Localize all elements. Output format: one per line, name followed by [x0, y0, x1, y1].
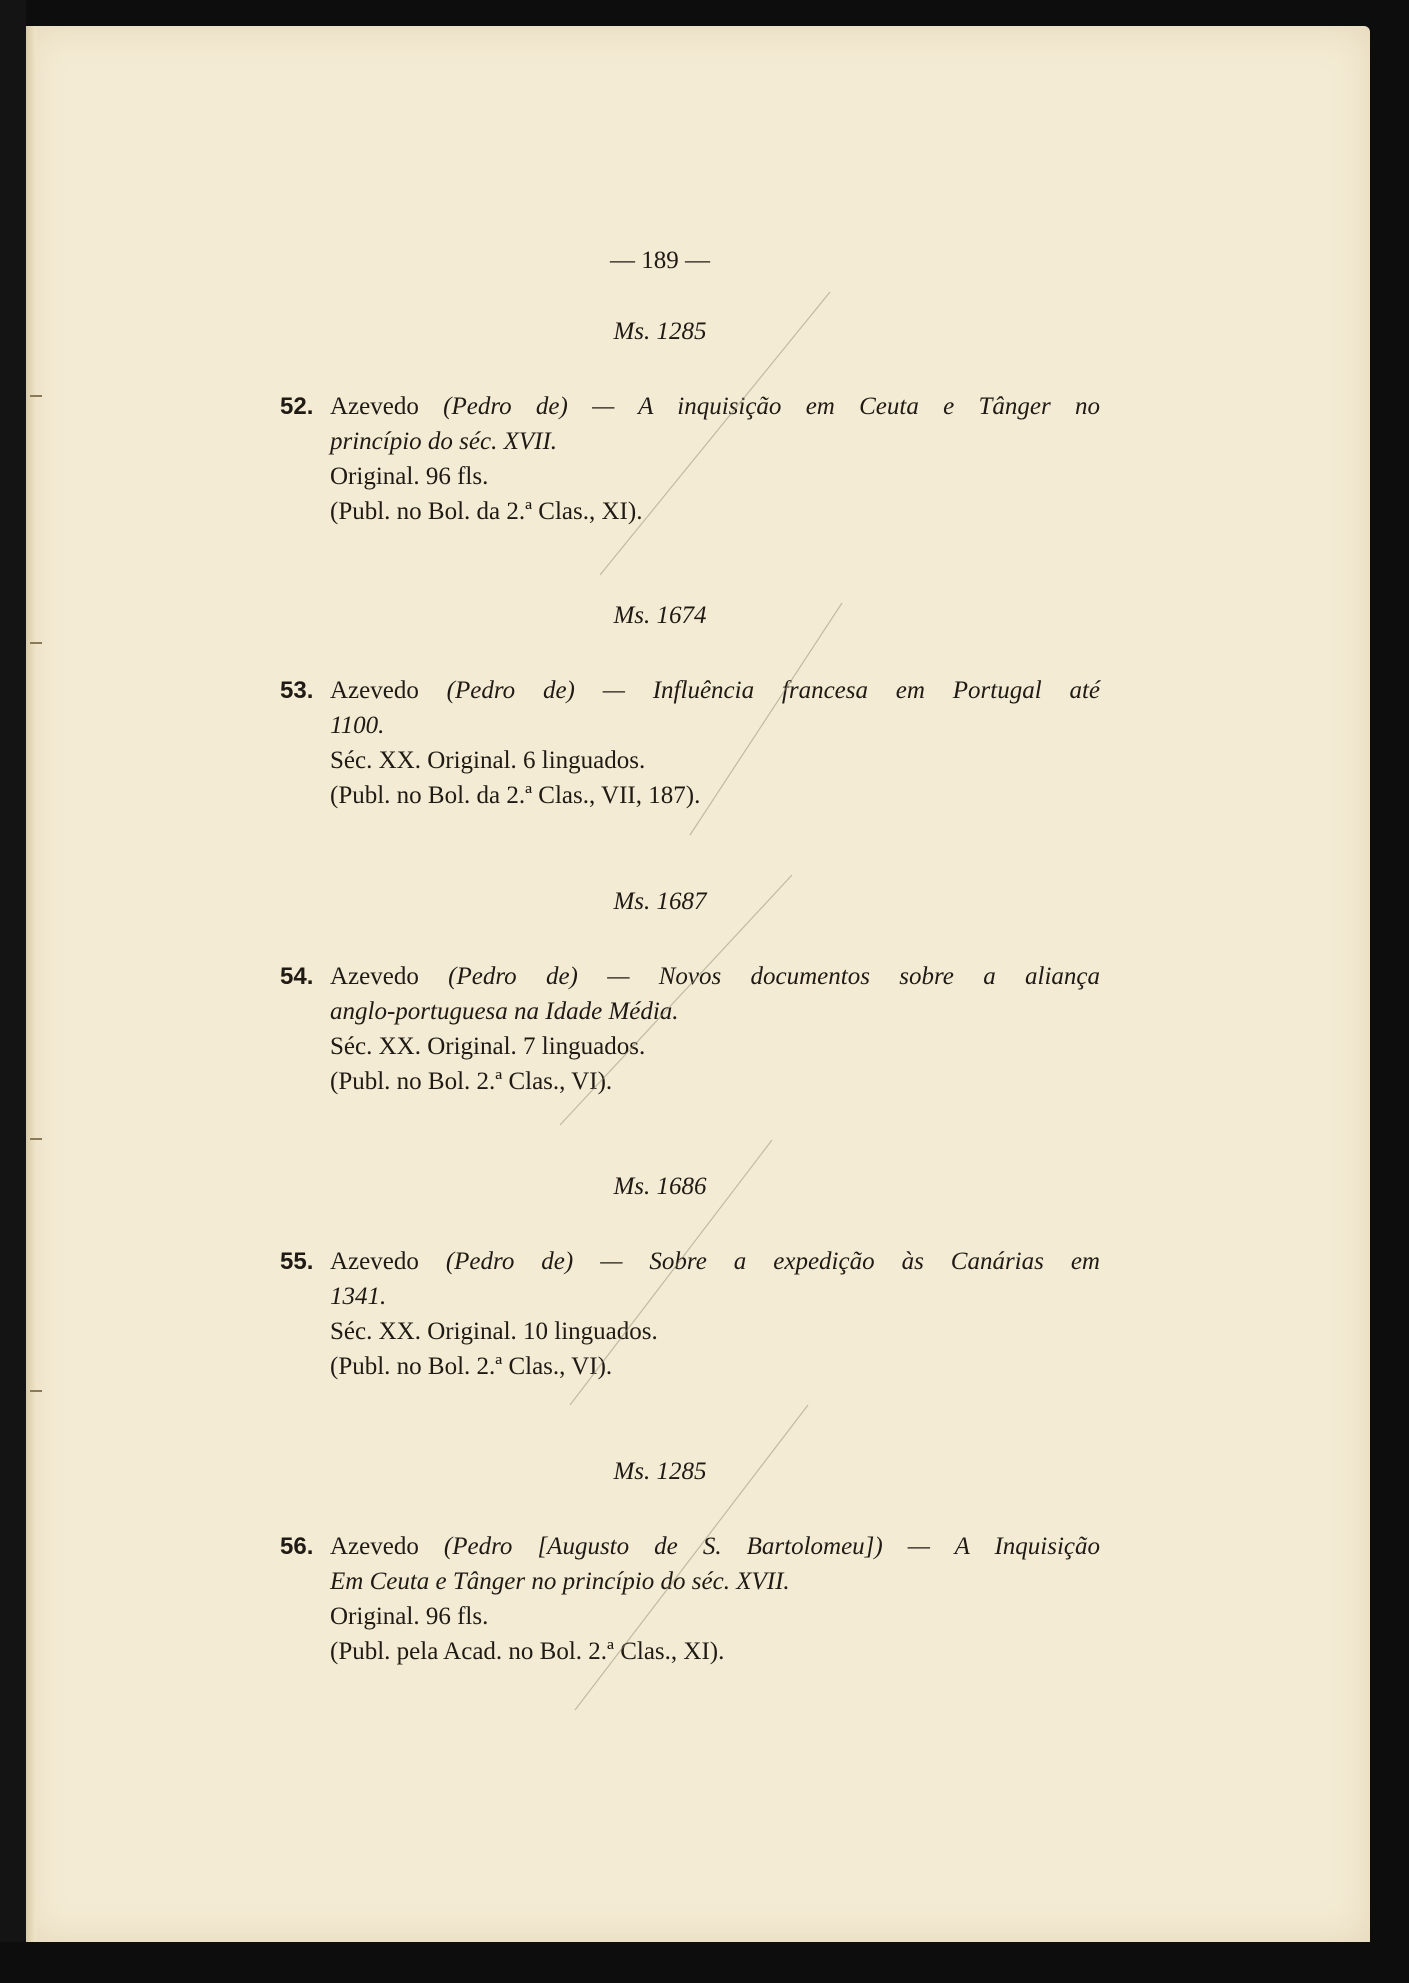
entry-title-continued: princípio do séc. XVII. — [330, 428, 558, 455]
entry-title: (Pedro de) — Sobre a expedição às Canárias em — [445, 1248, 1100, 1275]
entry-title: (Pedro de) — Novos documentos sobre a aliança — [448, 963, 1100, 990]
entry-title: (Pedro de) — Influência francesa em Portugal até — [446, 677, 1100, 704]
entry-number: 56. — [280, 1533, 314, 1560]
entry-author: Azevedo — [330, 393, 419, 420]
entry-author: Azevedo — [330, 1248, 419, 1275]
entry-title-continued: Em Ceuta e Tânger no princípio do séc. XVII. — [330, 1568, 790, 1595]
entry-author: Azevedo — [330, 677, 419, 704]
entry-detail: Original. 96 fls. — [330, 1603, 489, 1630]
entry-title-continued: 1341. — [330, 1283, 387, 1310]
entry-number: 53. — [280, 677, 314, 704]
pencil-stroke — [560, 875, 792, 1125]
pencil-stroke — [690, 603, 842, 835]
entry-title: (Pedro de) — A inquisição em Ceuta e Tânger no — [443, 393, 1100, 420]
entry-title: (Pedro [Augusto de S. Bartolomeu]) — A Inquisição — [443, 1533, 1101, 1560]
entry-detail: (Publ. pela Acad. no Bol. 2.ª Clas., XI). — [330, 1638, 725, 1665]
pencil-stroke — [575, 1405, 808, 1710]
ms-heading: Ms. 1687 — [613, 888, 707, 915]
entry-number: 52. — [280, 393, 314, 420]
entry-title-continued: anglo-portuguesa na Idade Média. — [330, 998, 679, 1025]
pencil-stroke — [570, 1140, 772, 1405]
entry-author: Azevedo — [330, 963, 419, 990]
entry-detail: (Publ. no Bol. 2.ª Clas., VI). — [330, 1353, 613, 1380]
ms-heading: Ms. 1674 — [613, 602, 707, 629]
pencil-stroke — [600, 292, 830, 575]
ms-heading: Ms. 1285 — [613, 1458, 707, 1485]
entry-author: Azevedo — [330, 1533, 419, 1560]
page-number: — 189 — — [610, 247, 710, 274]
entry-number: 54. — [280, 963, 314, 990]
ms-heading: Ms. 1285 — [613, 318, 707, 345]
entry-detail: Séc. XX. Original. 7 linguados. — [330, 1033, 646, 1060]
entry-detail: (Publ. no Bol. 2.ª Clas., VI). — [330, 1068, 613, 1095]
entry-detail: (Publ. no Bol. da 2.ª Clas., VII, 187). — [330, 782, 701, 809]
entry-number: 55. — [280, 1248, 314, 1275]
entry-detail: Séc. XX. Original. 10 linguados. — [330, 1318, 658, 1345]
entry-detail: Original. 96 fls. — [330, 463, 489, 490]
entry-title-continued: 1100. — [330, 712, 385, 739]
scan-bottom-edge — [0, 1942, 1409, 1983]
ms-heading: Ms. 1686 — [613, 1173, 707, 1200]
entry-detail: Séc. XX. Original. 6 linguados. — [330, 747, 646, 774]
entry-detail: (Publ. no Bol. da 2.ª Clas., XI). — [330, 498, 643, 525]
